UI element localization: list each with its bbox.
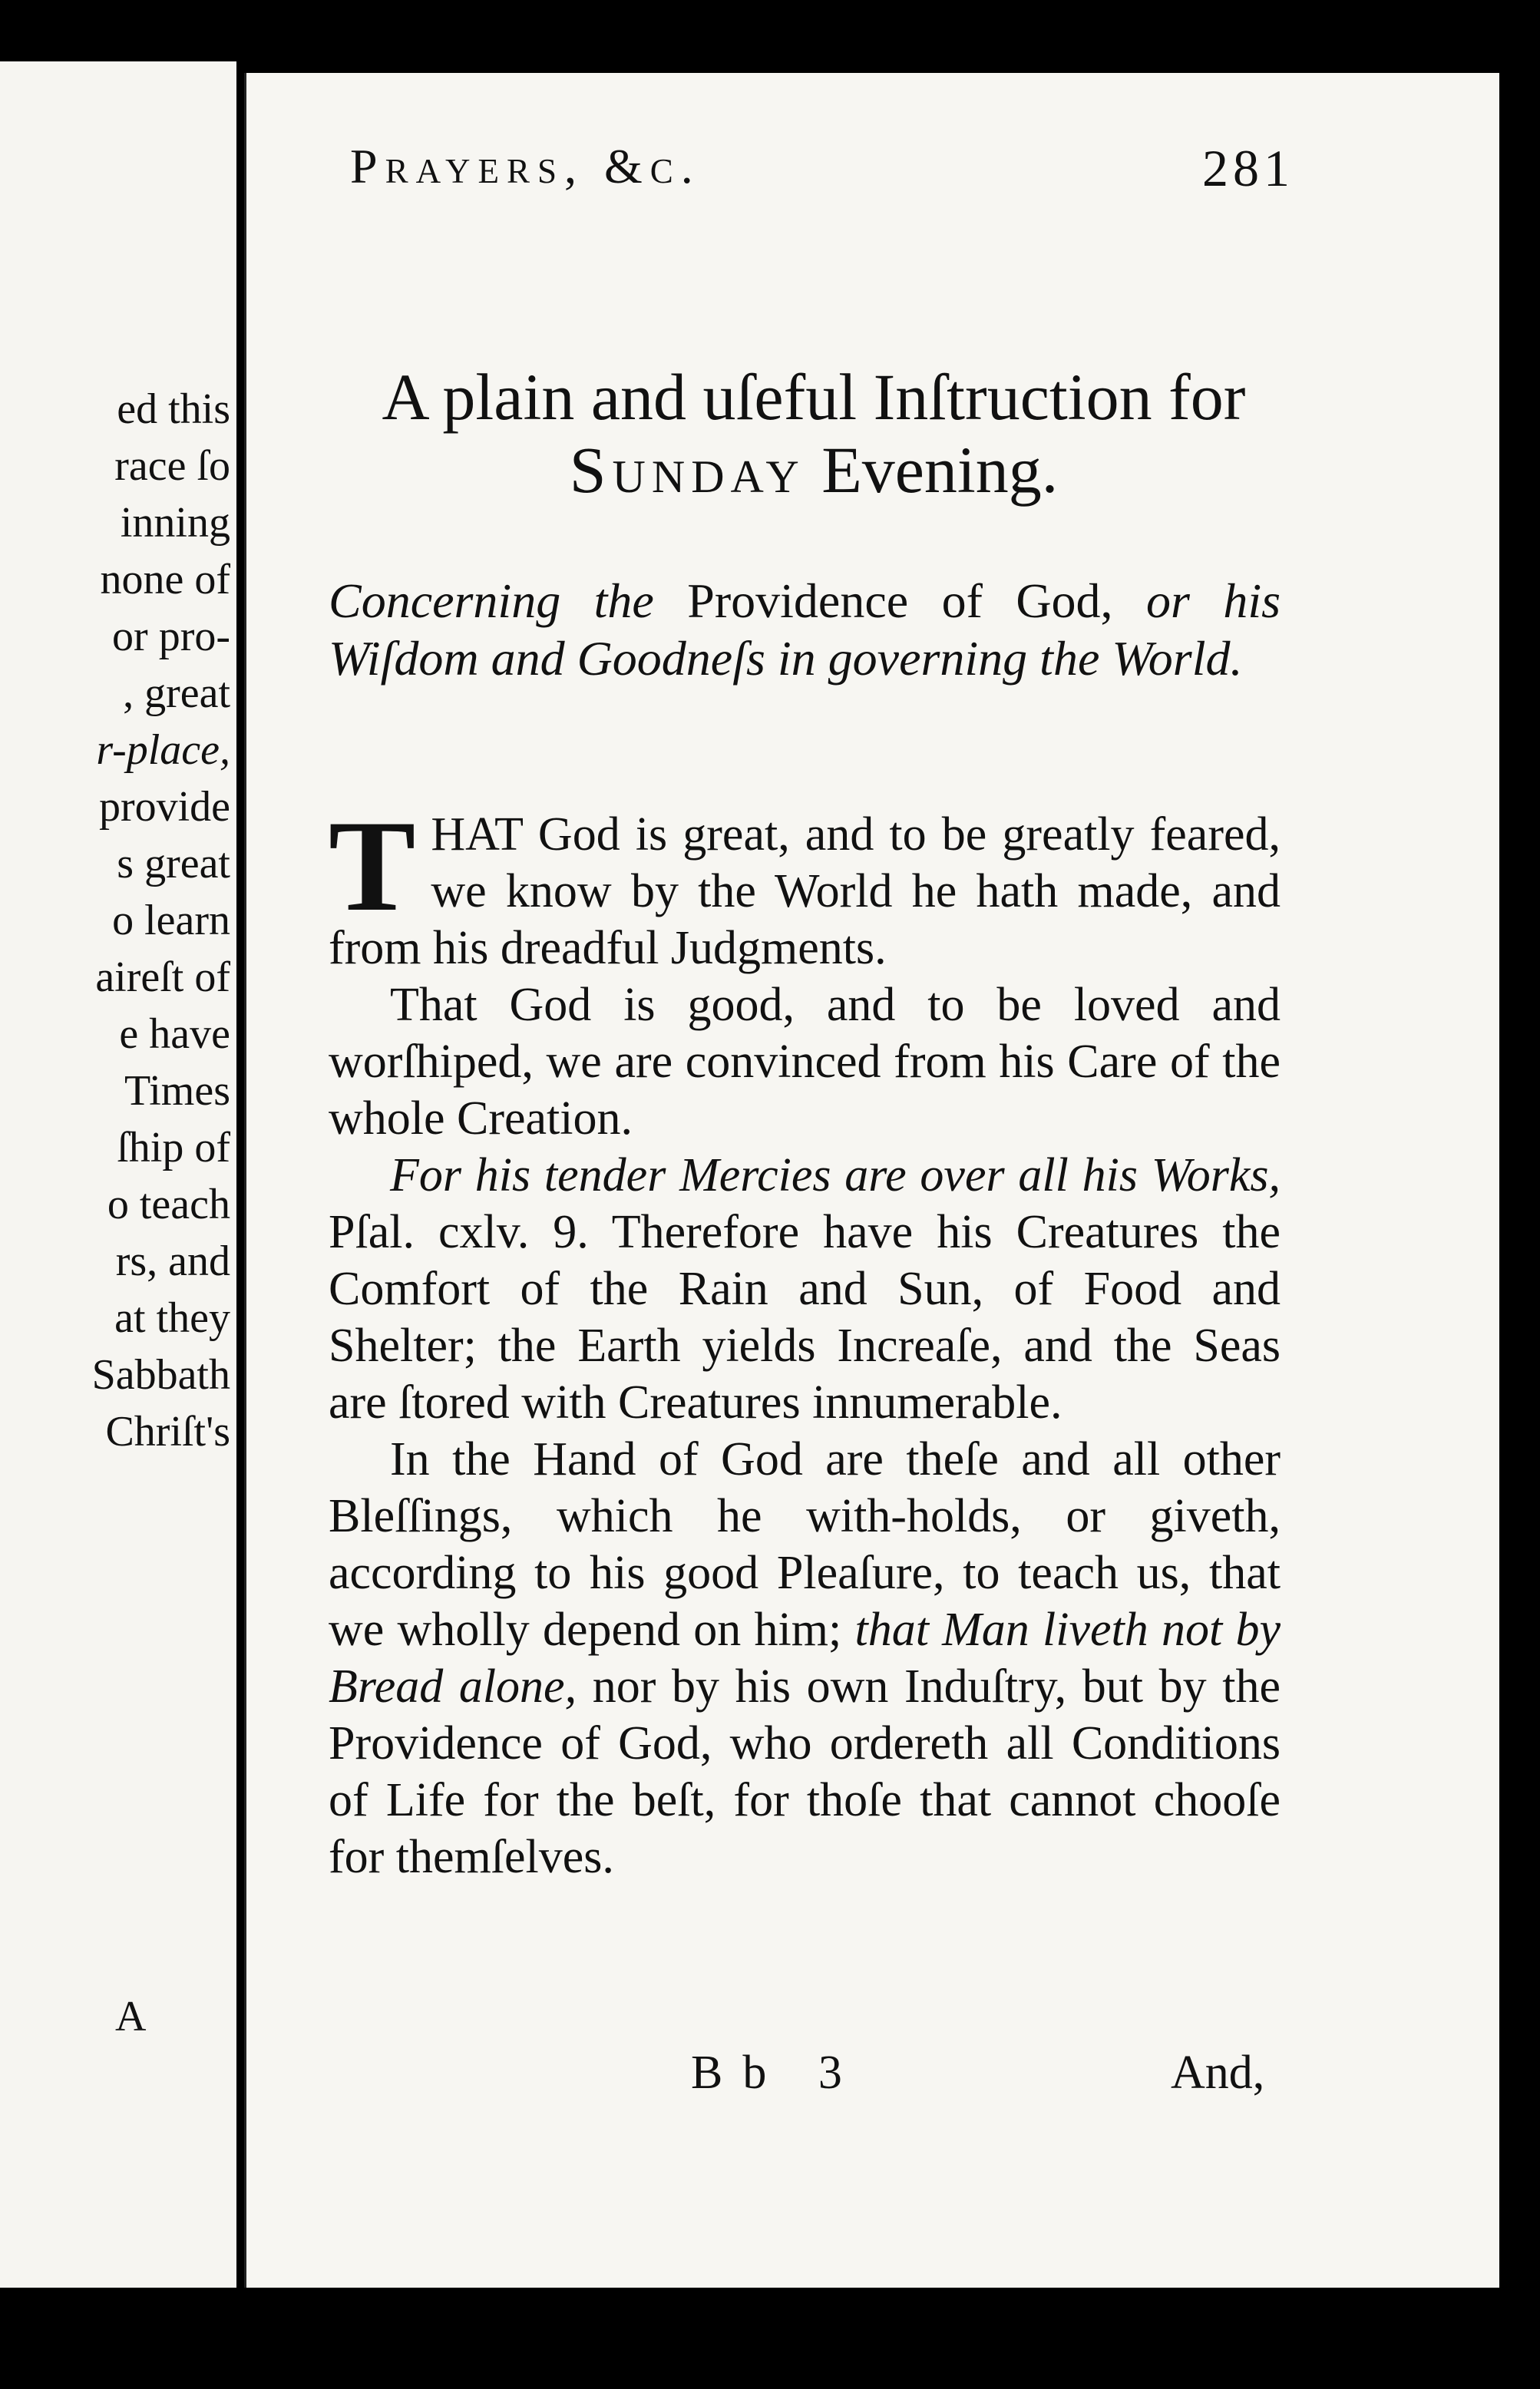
heading-line-2 xyxy=(315,434,1313,507)
paragraph-3-text: Pſal. cxlv. 9. Therefore have his Creatures the Comfort of the Rain and Sun, of Food and Shelter; the Earth yields Increaſe, and the Seas are ſtored with Creatures innumerable. xyxy=(329,1206,1281,1429)
paragraph-1-text: HAT God is great, and to be greatly feared, we know by the World he hath made, and from his dreadful Judgments. xyxy=(329,808,1281,974)
paragraph-2: That God is good, and to be loved and worſhiped, we are convinced from his Care of the whole Creation. xyxy=(329,979,1281,1145)
subheading-concerning xyxy=(329,572,1281,687)
left-page-line: provide xyxy=(98,783,230,831)
left-page-line: race ſo xyxy=(114,442,230,490)
left-page-line: or pro- xyxy=(112,613,230,660)
drop-cap: T xyxy=(329,794,416,938)
left-page-line: inning xyxy=(120,499,230,547)
paragraph-4-text-a: In the Hand of God are theſe and all other Bleſſings, which he with-holds, or giveth, according to his good Pleaſure, to teach us, that we wholly depend on him; xyxy=(329,1433,1281,1656)
paragraph-4-text-b: nor by his own Induſtry, but by the Providence of God, who ordereth all Conditions of Life for the beſt, for thoſe that cannot chooſe for themſelves. xyxy=(329,1660,1281,1883)
left-page-line: Sabbath xyxy=(91,1351,230,1399)
catchword: And, xyxy=(1171,2047,1265,2099)
left-catchword: A xyxy=(115,1993,147,2040)
running-head xyxy=(350,138,1294,200)
body-text xyxy=(329,794,1281,1885)
left-page-line: , great xyxy=(123,669,230,717)
section-heading xyxy=(315,361,1313,506)
paragraph-4-italic: that Man liveth not by Bread alone, xyxy=(329,1604,1281,1713)
left-facing-page xyxy=(0,61,236,2288)
heading-line-1: A plain and uſeful Inſtruction for xyxy=(382,360,1246,434)
left-page-line: r-place, xyxy=(96,726,230,774)
paragraph-4 xyxy=(329,1431,1281,1885)
paragraph-3 xyxy=(329,1147,1281,1431)
left-page-line: Times xyxy=(124,1067,230,1115)
left-page-line: rs, and xyxy=(115,1237,230,1285)
left-page-line: aireſt of xyxy=(95,953,230,1001)
left-page-line: none of xyxy=(100,556,230,603)
left-page-line: e have xyxy=(119,1010,230,1058)
page-number: 281 xyxy=(1202,139,1294,197)
left-page-line: o teach xyxy=(107,1181,230,1228)
heading-smallcaps: Sunday xyxy=(569,432,805,507)
left-page-line: ed this xyxy=(117,385,230,433)
concerning-roman: Providence of God, xyxy=(653,573,1146,628)
concerning-italic-1: Concerning the xyxy=(329,573,654,628)
left-page-line: Chriſt's xyxy=(105,1408,230,1456)
paragraph-1 xyxy=(329,794,1281,976)
concerning-italic-2: or his Wiſdom and Goodneſs in governing the World. xyxy=(329,573,1281,686)
signature-mark: Bb 3 xyxy=(691,2047,862,2099)
paragraph-3-italic: For his tender Mercies are over all his Works, xyxy=(390,1149,1281,1201)
heading-line-2-rest: Evening. xyxy=(805,432,1059,507)
running-head-title: Prayers, &c. xyxy=(350,139,701,193)
left-page-line: ſhip of xyxy=(117,1124,230,1171)
left-page-line: s great xyxy=(117,840,230,887)
left-page-line: at they xyxy=(114,1294,230,1342)
left-page-line: o learn xyxy=(112,897,230,944)
